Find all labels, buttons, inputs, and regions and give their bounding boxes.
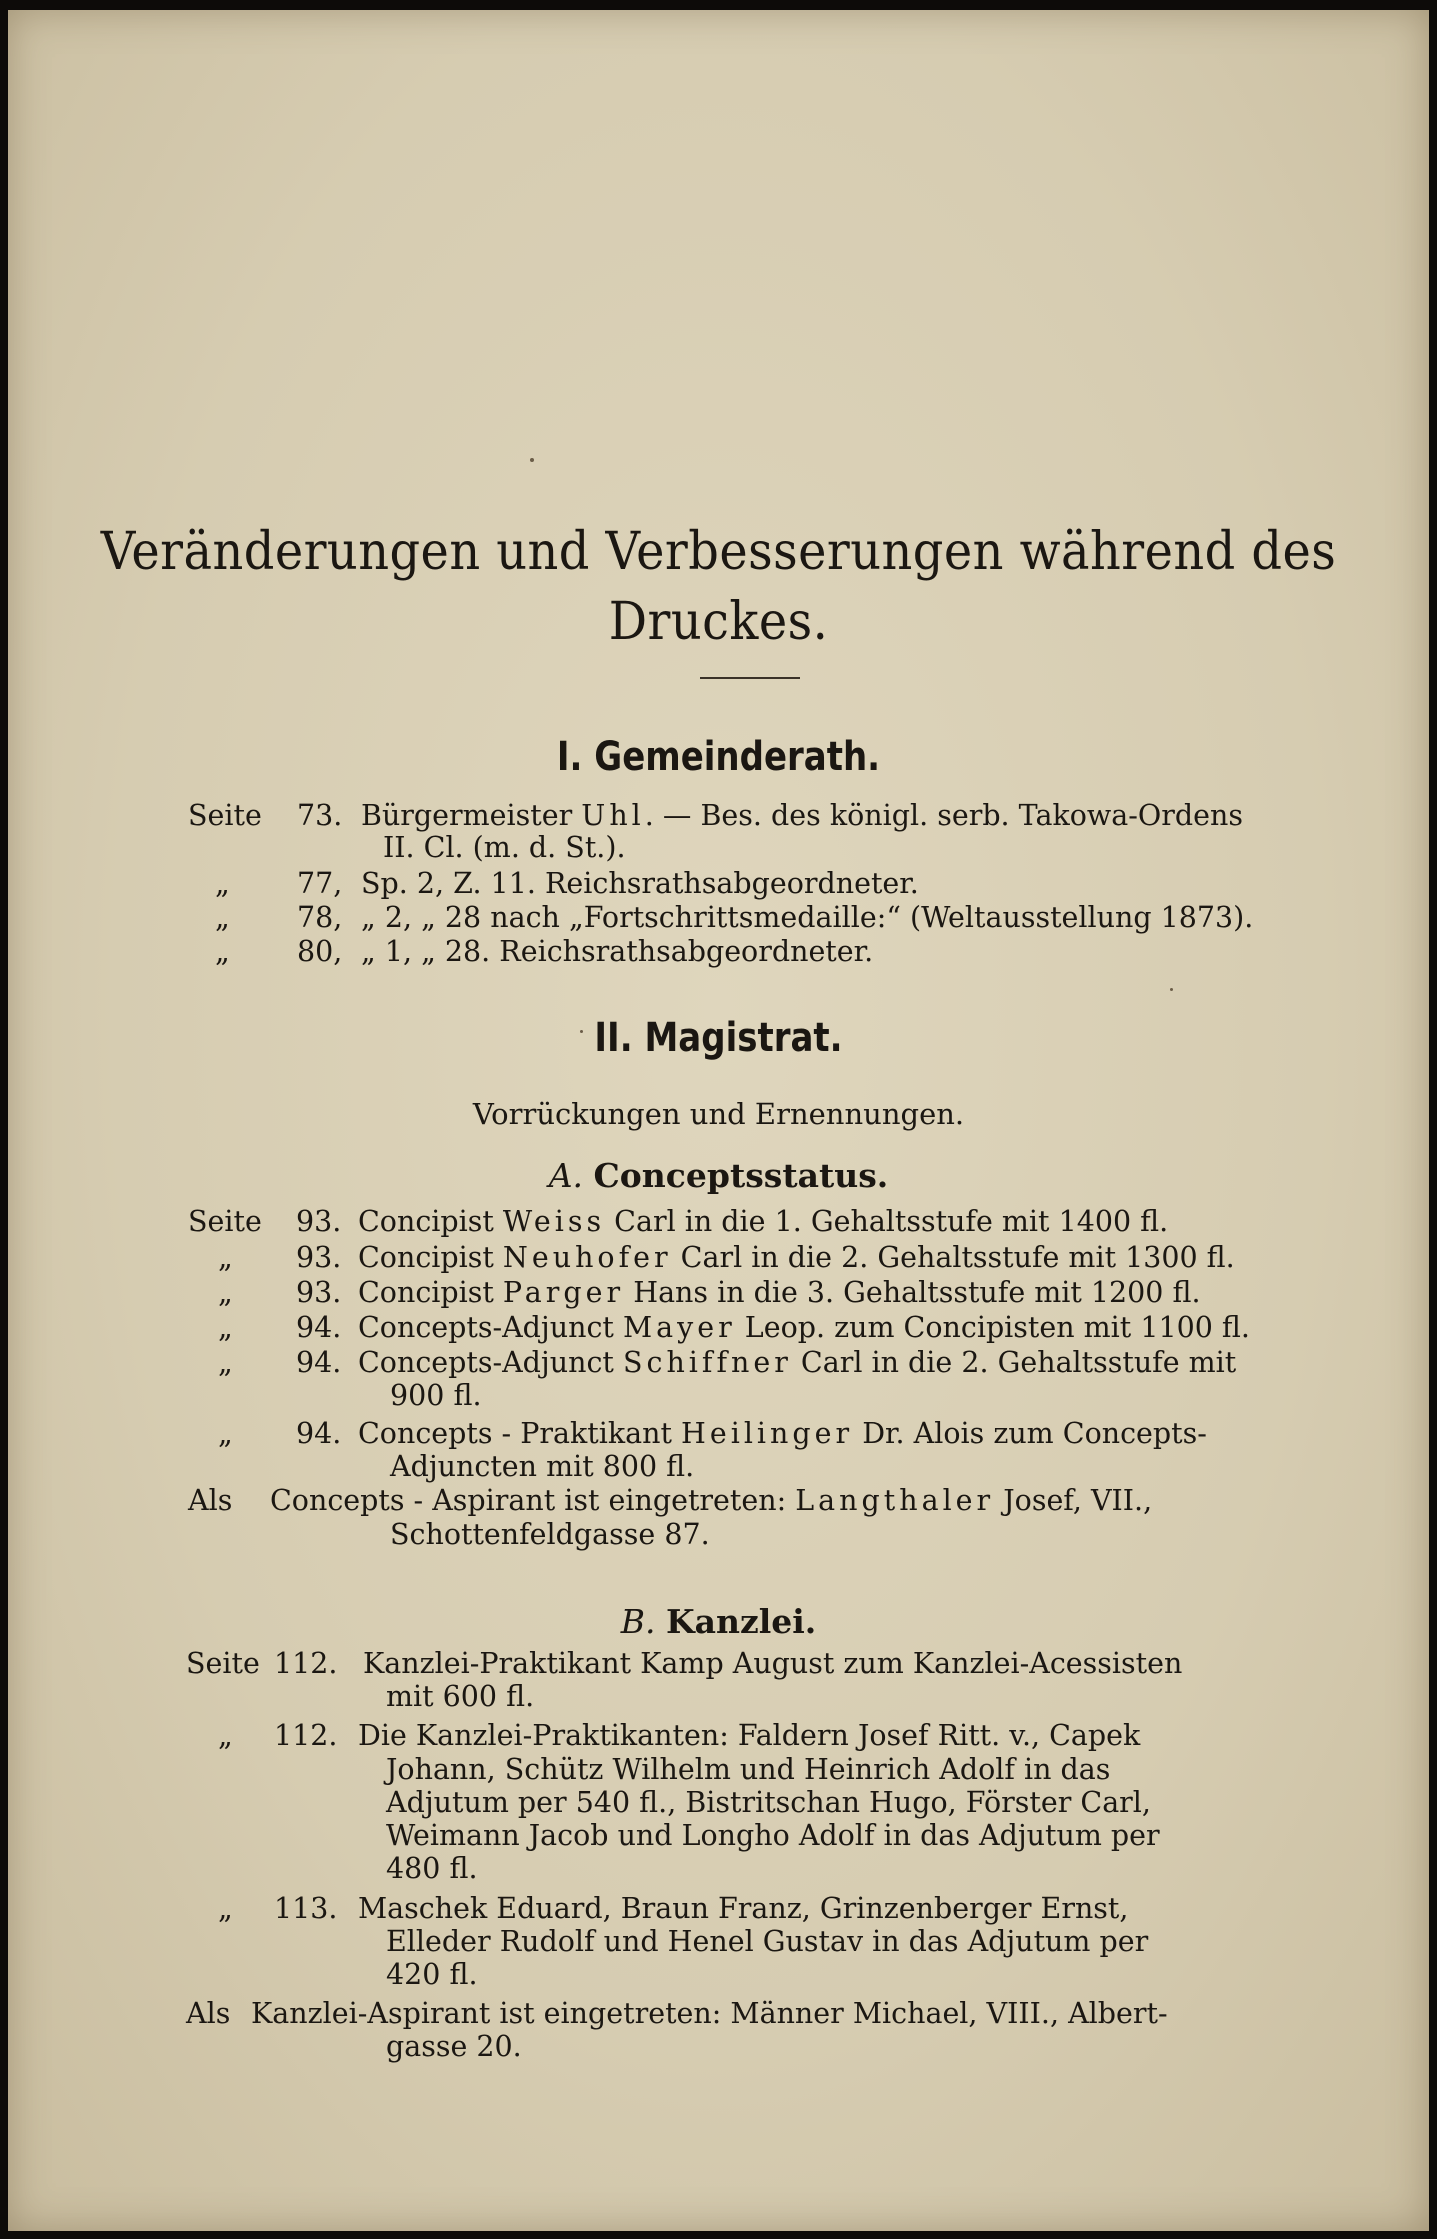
entry-text-continued: II. Cl. (m. d. St.). bbox=[383, 831, 626, 864]
entry-text: „ 1, „ 28. Reichsrathsabgeordneter. bbox=[361, 935, 874, 968]
paper-speck bbox=[1170, 988, 1173, 991]
entry-label: „ bbox=[218, 1719, 233, 1752]
entry-text-continued: Johann, Schütz Wilhelm und Heinrich Adolf in das bbox=[386, 1753, 1111, 1786]
entry-label: Seite bbox=[188, 799, 262, 832]
entry-page-number: 94. bbox=[296, 1311, 342, 1344]
document-page bbox=[8, 10, 1429, 2231]
entry-label: Seite bbox=[188, 1205, 262, 1238]
entry-text: Concipist Neuhofer Carl in die 2. Gehaltsstufe mit 1300 fl. bbox=[358, 1241, 1235, 1274]
note-text: Kanzlei-Aspirant ist eingetreten: Männer Michael, VIII., Albert- bbox=[251, 1997, 1168, 2030]
title-line-1: Veränderungen und Verbesserungen während des bbox=[100, 522, 1337, 582]
entry-label: „ bbox=[218, 1346, 233, 1379]
entry-page-number: 73. bbox=[297, 799, 343, 832]
entry-label: „ bbox=[218, 1241, 233, 1274]
entry-label: „ bbox=[218, 1276, 233, 1309]
group-heading-conceptsstatus: A. Conceptsstatus. bbox=[548, 1156, 889, 1195]
entry-label: „ bbox=[215, 867, 230, 900]
entry-text: Bürgermeister Uhl. — Bes. des königl. serb. Takowa-Ordens bbox=[361, 799, 1243, 832]
note-text-continued: gasse 20. bbox=[386, 2030, 522, 2063]
entry-text: Concepts-Adjunct Mayer Leop. zum Concipisten mit 1100 fl. bbox=[358, 1311, 1250, 1344]
entry-text: Concepts-Adjunct Schiffner Carl in die 2. Gehaltsstufe mit bbox=[358, 1346, 1237, 1379]
entry-page-number: 77, bbox=[297, 867, 343, 900]
entry-text-continued: 480 fl. bbox=[386, 1852, 478, 1885]
entry-text: Kanzlei-Praktikant Kamp August zum Kanzlei-Acessisten bbox=[363, 1647, 1183, 1680]
entry-label: „ bbox=[215, 935, 230, 968]
entry-label: „ bbox=[218, 1892, 233, 1925]
entry-label: „ bbox=[218, 1417, 233, 1450]
entry-page-number: 113. bbox=[274, 1892, 338, 1925]
entry-page-number: 93. bbox=[296, 1276, 342, 1309]
entry-page-number: 112. bbox=[274, 1719, 338, 1752]
note-text: Concepts - Aspirant ist eingetreten: Langthaler Josef, VII., bbox=[270, 1484, 1153, 1517]
paper-speck bbox=[530, 458, 534, 462]
entry-text: Sp. 2, Z. 11. Reichsrathsabgeordneter. bbox=[361, 867, 919, 900]
entry-text-continued: mit 600 fl. bbox=[386, 1680, 535, 1713]
entry-text: Concepts - Praktikant Heilinger Dr. Alois zum Concepts- bbox=[358, 1417, 1207, 1450]
note-text-continued: Schottenfeldgasse 87. bbox=[390, 1518, 710, 1551]
entry-text-continued: Adjutum per 540 fl., Bistritschan Hugo, Förster Carl, bbox=[386, 1786, 1151, 1819]
section-heading-magistrat: II. Magistrat. bbox=[594, 1015, 843, 1061]
entry-text: Concipist Weiss Carl in die 1. Gehaltsstufe mit 1400 fl. bbox=[358, 1205, 1169, 1238]
entry-text: Maschek Eduard, Braun Franz, Grinzenberger Ernst, bbox=[358, 1892, 1129, 1925]
entry-page-number: 112. bbox=[274, 1647, 338, 1680]
entry-page-number: 78, bbox=[297, 901, 343, 934]
entry-page-number: 93. bbox=[296, 1205, 342, 1238]
title-divider bbox=[700, 677, 800, 679]
title-line-2: Druckes. bbox=[608, 592, 829, 652]
entry-page-number: 80, bbox=[297, 935, 343, 968]
entry-label: „ bbox=[218, 1311, 233, 1344]
entry-text-continued: Elleder Rudolf und Henel Gustav in das Adjutum per bbox=[386, 1925, 1149, 1958]
entry-page-number: 94. bbox=[296, 1346, 342, 1379]
entry-page-number: 93. bbox=[296, 1241, 342, 1274]
group-heading-kanzlei: B. Kanzlei. bbox=[620, 1602, 817, 1641]
entry-label: „ bbox=[215, 901, 230, 934]
entry-text: Die Kanzlei-Praktikanten: Faldern Josef Ritt. v., Capek bbox=[358, 1719, 1141, 1752]
entry-label: Seite bbox=[186, 1647, 260, 1680]
entry-text-continued: 420 fl. bbox=[386, 1958, 478, 1991]
paper-speck bbox=[580, 1030, 583, 1033]
entry-text-continued: Adjuncten mit 800 fl. bbox=[390, 1450, 695, 1483]
note-label: Als bbox=[186, 1997, 231, 2030]
note-label: Als bbox=[188, 1484, 233, 1517]
entry-text-continued: Weimann Jacob und Longho Adolf in das Adjutum per bbox=[386, 1819, 1160, 1852]
entry-text: Concipist Parger Hans in die 3. Gehaltsstufe mit 1200 fl. bbox=[358, 1276, 1201, 1309]
entry-text: „ 2, „ 28 nach „Fortschrittsmedaille:“ (Weltausstellung 1873). bbox=[361, 901, 1254, 934]
entry-text-continued: 900 fl. bbox=[390, 1379, 482, 1412]
section-heading-gemeinderath: I. Gemeinderath. bbox=[556, 734, 881, 780]
subheading-vorrueckungen: Vorrückungen und Ernennungen. bbox=[472, 1097, 965, 1131]
entry-page-number: 94. bbox=[296, 1417, 342, 1450]
